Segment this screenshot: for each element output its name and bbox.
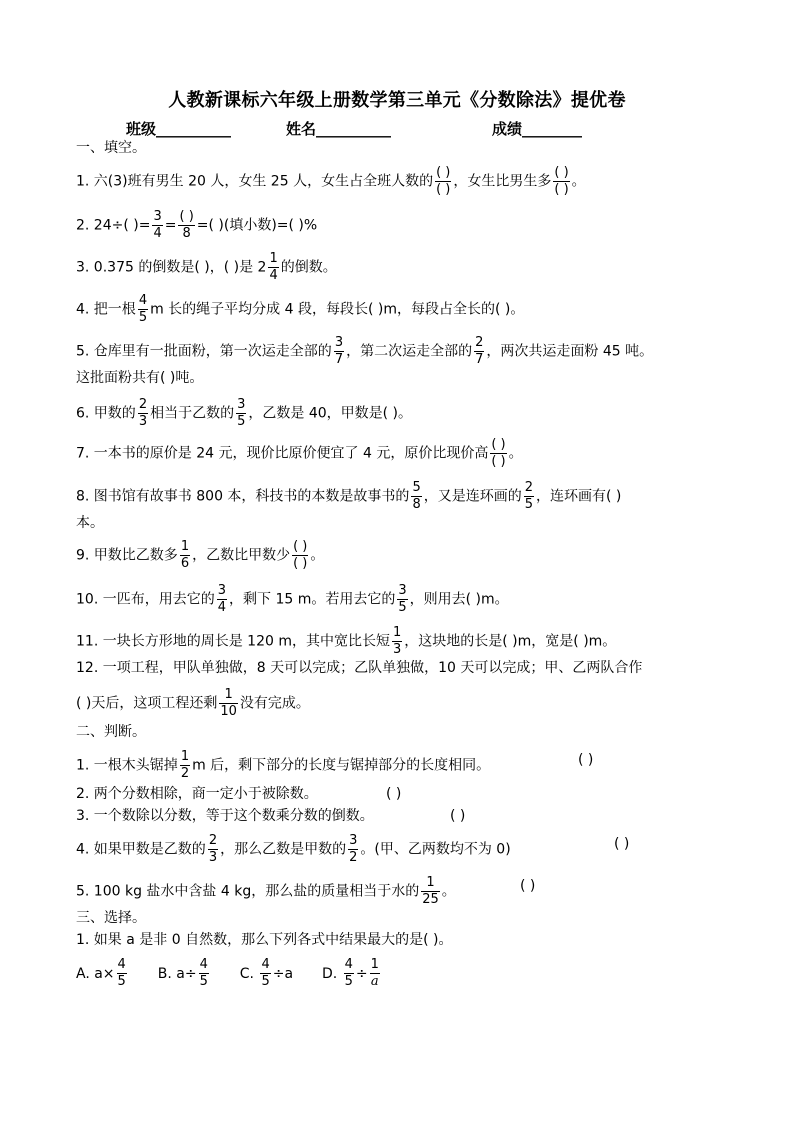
- question-3-1-options: [76, 958, 754, 989]
- name-field[interactable]: 姓名__________: [286, 120, 392, 138]
- question-1-5-line2: 这批面粉共有( )吨。: [76, 370, 204, 386]
- fraction: $\frac{1}{10}$: [220, 687, 237, 719]
- fraction: $\frac{3}{5}$: [398, 583, 407, 615]
- question-1-12: 12. 一项工程，甲队单独做，8 天可以完成；乙队单独做，10 天可以完成；甲、乙两队合作: [76, 660, 643, 676]
- fraction: $\frac{2}{7}$: [475, 335, 484, 367]
- answer-paren[interactable]: ( ): [614, 836, 630, 852]
- fraction: $\frac{4}{5}$: [261, 957, 270, 989]
- question-1-8: 8. 图书馆有故事书 800 本，科技书的本数是故事书的 $\frac{5}{8}$ ，又是连环画的 $\frac{2}{5}$ ，连环画有( ): [76, 480, 622, 512]
- question-1-11: 11. 一块长方形地的周长是 120 m，其中宽比长短 $\frac{1}{3}$ ，这块地的长是( )m，宽是( )m。: [76, 625, 617, 657]
- score-field[interactable]: 成绩________: [492, 120, 583, 138]
- option-b[interactable]: B. a÷ $\frac{4}{5}$: [157, 957, 208, 989]
- option-d[interactable]: D. $\frac{4}{5}$ ÷ $\frac{1}{a}$: [321, 957, 379, 989]
- question-1-4: 4. 把一根 $\frac{4}{5}$ m 长的绳子平均分成 4 段，每段长( )m，每段占全长的( )。: [76, 293, 525, 325]
- option-c[interactable]: C. $\frac{4}{5}$ ÷a: [239, 957, 294, 989]
- fraction-blank: $\frac{( )}{8}$: [179, 209, 194, 241]
- answer-paren[interactable]: ( ): [386, 786, 402, 802]
- fraction: $\frac{1}{6}$: [180, 539, 190, 571]
- fraction: $\frac{5}{8}$: [412, 480, 421, 512]
- answer-paren[interactable]: ( ): [520, 878, 536, 894]
- fraction: $\frac{1}{25}$: [422, 875, 439, 907]
- fraction-blank: $\frac{( )}{( )}$: [554, 165, 569, 197]
- fraction-blank: $\frac{( )}{( )}$: [491, 437, 506, 469]
- fraction: $\frac{2}{5}$: [524, 480, 533, 512]
- page-title: 人教新课标六年级上册数学第三单元《分数除法》提优卷: [168, 90, 626, 111]
- answer-paren[interactable]: ( ): [578, 752, 594, 768]
- fraction-blank: $\frac{( )}{( )}$: [293, 539, 308, 571]
- fraction: $\frac{1}{a}$: [370, 957, 379, 989]
- question-1-1: 1. 六(3)班有男生 20 人，女生 25 人，女生占全班人数的 $\frac{( )}{( )}$ ，女生比男生多 $\frac{( )}{( )}$ 。: [76, 165, 586, 197]
- section-heading-fill: 一、填空。: [76, 140, 146, 156]
- fraction: $\frac{2}{3}$: [138, 397, 148, 429]
- fraction: $\frac{2}{3}$: [208, 833, 218, 865]
- question-1-9: 9. 甲数比乙数多 $\frac{1}{6}$ ，乙数比甲数少 $\frac{( )}{( )}$ 。: [76, 539, 325, 571]
- fraction-blank: $\frac{( )}{( )}$: [436, 165, 451, 197]
- fraction: $\frac{3}{4}$: [153, 209, 162, 241]
- section-heading-choice: 三、选择。: [76, 910, 146, 926]
- question-1-5: 5. 仓库里有一批面粉，第一次运走全部的 $\frac{3}{7}$ ，第二次运走全部的 $\frac{2}{7}$ ，两次共运走面粉 45 吨。: [76, 335, 654, 367]
- fraction: $\frac{4}{5}$: [344, 957, 353, 989]
- question-1-10: 10. 一匹布，用去它的 $\frac{3}{4}$ ，剩下 15 m。若用去它的 $\frac{3}{5}$ ，则用去( )m。: [76, 583, 509, 615]
- fraction: $\frac{3}{4}$: [217, 583, 226, 615]
- question-1-8-line2: 本。: [76, 515, 104, 531]
- fraction: $\frac{4}{5}$: [199, 957, 208, 989]
- fraction: $\frac{3}{5}$: [237, 397, 246, 429]
- fraction: $\frac{3}{2}$: [349, 833, 358, 865]
- fraction: $\frac{4}{5}$: [138, 293, 148, 325]
- option-a[interactable]: A. a× $\frac{4}{5}$: [76, 957, 126, 989]
- question-3-1: 1. 如果 a 是非 0 自然数，那么下列各式中结果最大的是( )。: [76, 932, 453, 948]
- class-field[interactable]: 班级__________: [126, 120, 232, 138]
- question-1-12-line2: ( )天后，这项工程还剩 $\frac{1}{10}$ 没有完成。: [76, 687, 310, 719]
- question-1-6: 6. 甲数的 $\frac{2}{3}$ 相当于乙数的 $\frac{3}{5}$ ，乙数是 40，甲数是( )。: [76, 397, 413, 429]
- question-2-5: 5. 100 kg 盐水中含盐 4 kg，那么盐的质量相当于水的 $\frac{1}{25}$ 。 ( ): [76, 875, 536, 907]
- section-heading-judge: 二、判断。: [76, 724, 146, 740]
- fraction: $\frac{3}{7}$: [334, 335, 344, 367]
- fraction: $\frac{1}{4}$: [269, 251, 278, 283]
- fraction: $\frac{1}{3}$: [392, 625, 402, 657]
- question-2-3: 3. 一个数除以分数，等于这个数乘分数的倒数。 ( ): [76, 808, 466, 824]
- question-2-2: 2. 两个分数相除，商一定小于被除数。 ( ): [76, 786, 402, 802]
- question-1-2: 2. 24÷( )= $\frac{3}{4}$ = $\frac{( )}{8}$ =( )(填小数)=( )%: [76, 209, 318, 241]
- fraction: $\frac{4}{5}$: [117, 957, 126, 989]
- question-1-7: 7. 一本书的原价是 24 元，现价比原价便宜了 4 元，原价比现价高 $\frac{( )}{( )}$ 。: [76, 437, 523, 469]
- question-2-4: 4. 如果甲数是乙数的 $\frac{2}{3}$ ，那么乙数是甲数的 $\frac{3}{2}$ 。(甲、乙两数均不为 0) ( ): [76, 833, 630, 865]
- fraction: $\frac{1}{2}$: [180, 749, 190, 781]
- question-1-3: 3. 0.375 的倒数是( )，( )是 2 $\frac{1}{4}$ 的倒数。: [76, 251, 337, 283]
- answer-paren[interactable]: ( ): [450, 808, 466, 824]
- question-2-1: 1. 一根木头锯掉 $\frac{1}{2}$ m 后，剩下部分的长度与锯掉部分的长度相同。 ( ): [76, 749, 594, 781]
